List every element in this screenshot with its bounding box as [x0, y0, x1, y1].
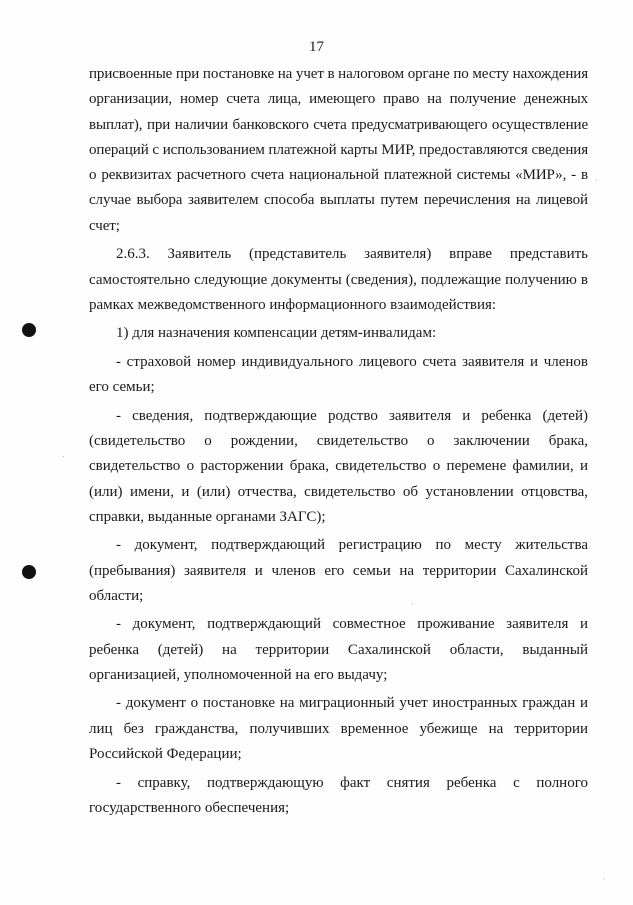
list-item-migration: - документ о постановке на миграционный учет иностранных граждан и лиц без гражданства, получивших временное убежище на территории Российской Федерации; — [89, 695, 588, 763]
list-item-state-support: - справку, подтверждающую факт снятия ребенка с полного государственного обеспечения; — [89, 774, 588, 816]
punch-hole-mark — [22, 565, 36, 579]
list-item-snils: - страховой номер индивидуального лицевого счета заявителя и членов его семьи; — [89, 353, 588, 396]
punch-hole-mark — [22, 323, 36, 337]
list-item-cohabitation: - документ, подтверждающий совместное проживание заявителя и ребенка (детей) на территории Сахалинской области, выданный организацией, уполномоченной на его выдачу; — [89, 616, 588, 683]
list-item-registration: - документ, подтверждающий регистрацию по месту жительства (пребывания) заявителя и членов его семьи на территории Сахалинской области; — [89, 537, 588, 604]
paragraph-list-intro: 1) для назначения компенсации детям-инвалидам: — [116, 325, 437, 342]
paragraph-2-6-3: 2.6.3. Заявитель (представитель заявителя) вправе представить самостоятельно следующие документы (сведения), подлежащие получению в рамках межведомственного информационного взаимодействия: — [89, 246, 588, 313]
scan-speck — [596, 180, 597, 181]
page-number: 17 — [309, 39, 324, 55]
paragraph-bank-details: присвоенные при постановке на учет в налоговом органе по месту нахождения организации, номер счета лица, имеющего право на получение денежных выплат), при наличии банковского счета предусматривающего осуществление операций с использованием платежной карты МИР, предоставляются сведения о реквизитах расчетного счета национальной платежной системы «МИР», - в случае выбора заявителем способа выплаты путем перечисления на лицевой счет; — [89, 66, 588, 234]
scan-speck — [412, 603, 413, 604]
scan-speck — [63, 456, 64, 457]
list-item-kinship: - сведения, подтверждающие родство заявителя и ребенка (детей) (свидетельство о рождении, свидетельство о заключении брака, свидетельство о расторжении брака, свидетельство о перемене фамилии, и (или) имени, и (или) отчества, свидетельство об установлении отцовства, справки, выданные органами ЗАГС); — [89, 407, 588, 525]
scan-speck — [604, 878, 605, 879]
document-body — [89, 62, 588, 824]
